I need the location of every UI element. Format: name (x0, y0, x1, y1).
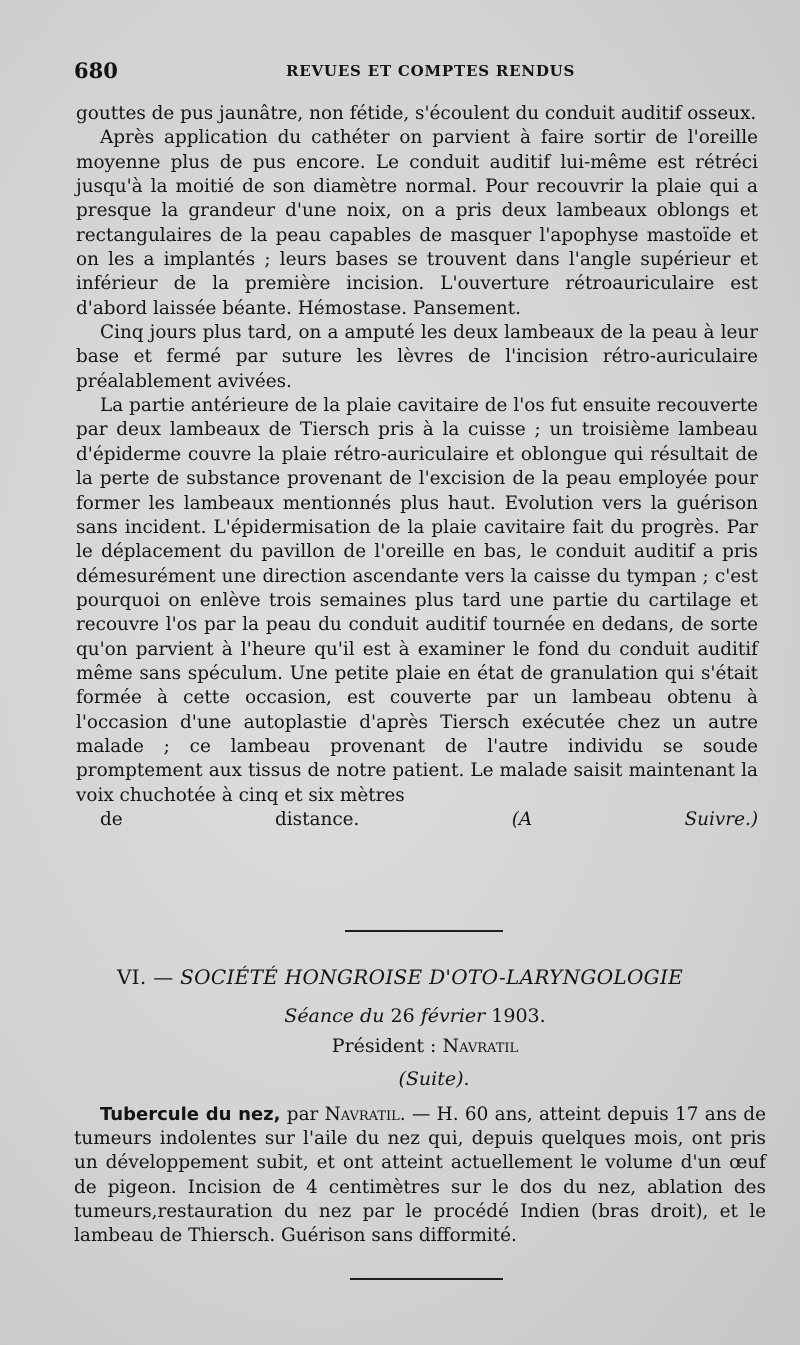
president-label: Président : (331, 1035, 437, 1057)
continued-label: (Suite). (398, 1068, 470, 1090)
end-divider (350, 1278, 503, 1280)
running-head: REVUES ET COMPTES RENDUS (286, 62, 576, 80)
article-title: Tubercule du nez, (100, 1104, 281, 1125)
article-author: Navratil. (324, 1104, 406, 1125)
to-be-continued: (A Suivre.) (511, 808, 758, 830)
section-divider (345, 930, 503, 932)
article-par: par (286, 1104, 319, 1125)
article-text: — H. 60 ans, atteint depuis 17 ans de tumeurs indolentes sur l'aile du nez qui, depuis quelques mois, ont pris un développement subit, et ont atteint actuellement le volume d'un œuf de pigeon. Incision de 4 centimètres sur le dos du nez, ablation des tumeurs,restauration du nez par le procédé Indien (bras droit), et le lambeau de Thiersch. Guérison sans difformité. (74, 1104, 766, 1247)
paragraph-end: de distance. (100, 808, 360, 830)
paragraph: Cinq jours plus tard, on a amputé les deux lambeaux de la peau à leur base et fermé par suture les lèvres de l'incision rétro-auriculaire préalablement avivées. (76, 322, 758, 392)
paragraph: gouttes de pus jaunâtre, non fétide, s'écoulent du conduit auditif osseux. (76, 103, 757, 124)
session-label: Séance du (284, 1005, 385, 1027)
section-number: VI. — (116, 965, 174, 989)
session-month: février (420, 1005, 486, 1027)
paragraph: Après application du cathéter on parvient à faire sortir de l'oreille moyenne plus de pus encore. Le conduit auditif lui-même est rétréci jusqu'à la moitié de son diamètre normal. Pour recouvrir la plaie qui a presque la grandeur d'une noix, on a pris deux lambeaux oblongs et rectangulaires de la peau capables de masquer l'apophyse mastoïde et on les a implantés ; leurs bases se trouvent dans l'angle supérieur et inférieur de la première incision. L'ouverture rétroauriculaire est d'abord laissée béante. Hémostase. Pansement. (76, 127, 758, 319)
president-name: Navratil (442, 1035, 519, 1057)
main-text (76, 102, 758, 832)
session-date (0, 1005, 800, 1027)
session-day: 26 (390, 1005, 415, 1027)
article (74, 1103, 766, 1248)
session-year: 1903. (491, 1005, 546, 1027)
section-title: SOCIÉTÉ HONGROISE D'OTO-LARYNGOLOGIE (180, 965, 684, 989)
paragraph-last-line (76, 808, 758, 832)
paragraph (76, 394, 758, 832)
president-line (0, 1035, 800, 1057)
page-number: 680 (74, 58, 118, 83)
article-paragraph (74, 1103, 766, 1248)
section-heading (0, 965, 800, 989)
continued-note (0, 1068, 800, 1090)
paragraph-text: La partie antérieure de la plaie cavitaire de l'os fut ensuite recouverte par deux lambeaux de Tiersch pris à la cuisse ; un troisième lambeau d'épiderme couvre la plaie rétro-auriculaire et oblongue qui résultait de la perte de substance provenant de l'excision de la peau employée pour former les lambeaux mentionnés plus haut. Evolution vers la guérison sans incident. L'épidermisation de la plaie cavitaire fait du progrès. Par le déplacement du pavillon de l'oreille en bas, le conduit auditif a pris démesurément une direction ascendante vers la caisse du tympan ; c'est pourquoi on enlève trois semaines plus tard une partie du cartilage et recouvre l'os par la peau du conduit auditif tournée en dedans, de sorte qu'on parvient à l'heure qu'il est à examiner le fond du conduit auditif même sans spéculum. Une petite plaie en état de granulation qui s'était formée à cette occasion, est couverte par un lambeau obtenu à l'occasion d'une autoplastie d'après Tiersch exécutée chez un autre malade ; ce lambeau provenant de l'autre individu se soude promptement aux tissus de notre patient. Le malade saisit maintenant la voix chuchotée à cinq et six mètres (76, 395, 758, 806)
page-header (74, 58, 764, 88)
